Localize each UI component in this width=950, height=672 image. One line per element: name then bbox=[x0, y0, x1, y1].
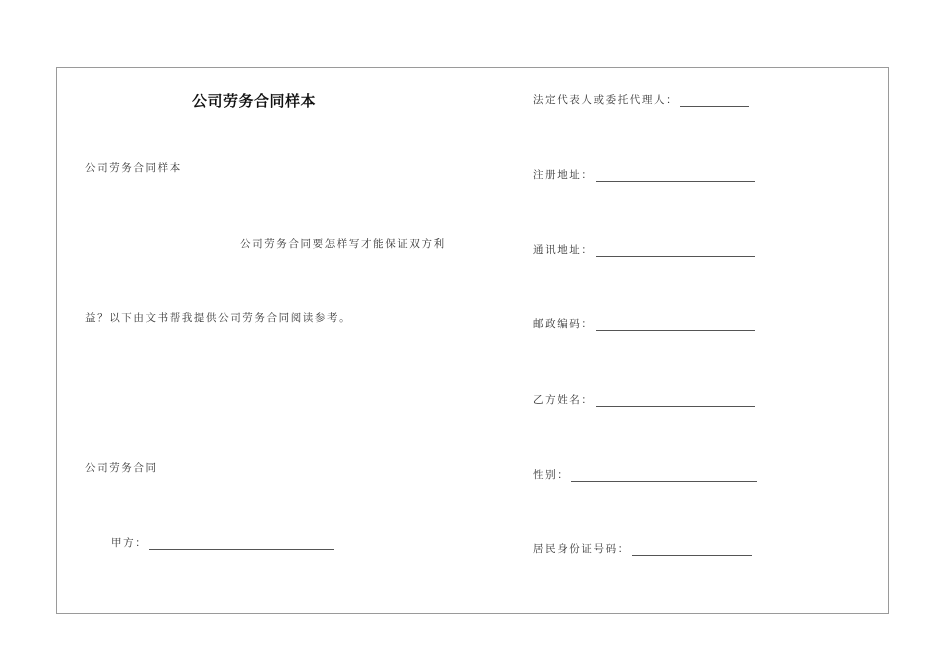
party-a-field bbox=[111, 536, 334, 550]
field-registered-address bbox=[533, 168, 755, 182]
party-a-label: 甲方： bbox=[111, 537, 148, 549]
party-a-blank[interactable] bbox=[149, 538, 334, 550]
field-label: 注册地址： bbox=[533, 169, 594, 181]
field-label: 邮政编码： bbox=[533, 318, 594, 330]
intro-text-line-1: 公司劳务合同要怎样写才能保证双方利 bbox=[240, 238, 446, 250]
heading-text: 公司劳务合同样本 bbox=[85, 162, 182, 174]
field-mailing-address bbox=[533, 243, 755, 257]
field-blank[interactable] bbox=[596, 395, 755, 407]
section-title: 公司劳务合同 bbox=[85, 462, 158, 474]
field-party-b-name bbox=[533, 393, 755, 407]
field-blank[interactable] bbox=[596, 245, 755, 257]
document-page bbox=[56, 67, 889, 614]
field-postal-code bbox=[533, 317, 755, 331]
document-title: 公司劳务合同样本 bbox=[192, 92, 317, 110]
field-label: 乙方姓名： bbox=[533, 394, 594, 406]
field-legal-representative bbox=[533, 93, 749, 107]
field-blank[interactable] bbox=[596, 319, 755, 331]
field-id-number bbox=[533, 542, 752, 556]
field-label: 通讯地址： bbox=[533, 244, 594, 256]
field-blank[interactable] bbox=[571, 470, 757, 482]
field-label: 法定代表人或委托代理人： bbox=[533, 94, 679, 106]
intro-text-line-2: 益？以下由文书帮我提供公司劳务合同阅读参考。 bbox=[85, 312, 352, 324]
field-label: 性别： bbox=[533, 469, 570, 481]
field-blank[interactable] bbox=[632, 544, 752, 556]
field-blank[interactable] bbox=[596, 170, 755, 182]
field-label: 居民身份证号码： bbox=[533, 543, 630, 555]
field-blank[interactable] bbox=[680, 95, 749, 107]
field-gender bbox=[533, 468, 757, 482]
